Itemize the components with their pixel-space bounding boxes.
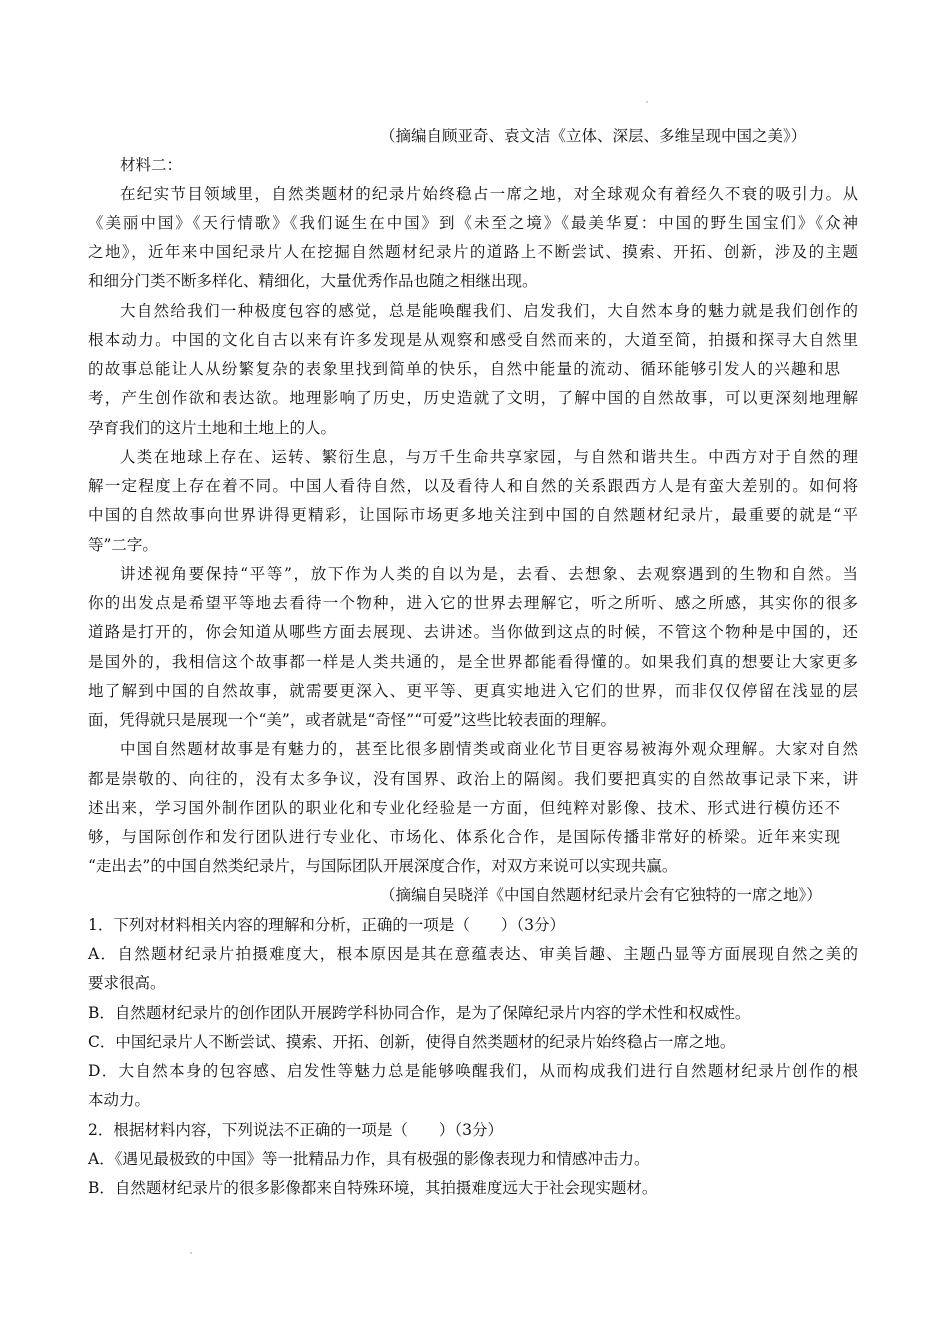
paragraph-line: 《美丽中国》《天行情歌》《我们诞生在中国》到《未至之境》《最美华夏：中国的野生国宝们》《众神 [88, 214, 858, 232]
paragraph-line: 中国自然题材故事是有魅力的，甚至比很多剧情类或商业化节目更容易被海外观众理解。大家对自然 [120, 740, 858, 758]
paragraph-line: 和细分门类不断多样化、精细化，大量优秀作品也随之相继出现。 [88, 272, 538, 290]
question-1-stem: 1．下列对材料相关内容的理解和分析，正确的一项是（ ）（3分） [88, 916, 565, 934]
paragraph-line: 述出来，学习国外制作团队的职业化和专业化经验是一方面，但纯粹对影像、技术、形式进行模仿还不 [88, 799, 840, 817]
question-1-option-c: C．中国纪录片人不断尝试、摸索、开拓、创新，使得自然类题材的纪录片始终稳占一席之地。 [88, 1033, 736, 1051]
paragraph-line: 的故事总能让人从纷繁复杂的表象里找到简单的快乐，自然中能量的流动、循环能够引发人的兴趣和思 [88, 360, 840, 378]
source-citation-2: （摘编自吴晓洋《中国自然题材纪录片会有它独特的一席之地》） [380, 886, 822, 904]
question-2-stem: 2．根据材料内容，下列说法不正确的一项是（ ）（3分） [88, 1121, 503, 1139]
question-1-option-a: A．自然题材纪录片拍摄难度大，根本原因是其在意蕴表达、审美旨趣、主题凸显等方面展现自然之美的 [88, 945, 858, 963]
paragraph-line: 都是崇敬的、向往的，没有太多争议，没有国界、政治上的隔阂。我们要把真实的自然故事记录下来，讲 [88, 770, 858, 788]
material-heading: 材料二： [120, 156, 183, 174]
question-2-option-b: B．自然题材纪录片的很多影像都来自特殊环境，其拍摄难度远大于社会现实题材。 [88, 1179, 658, 1197]
paragraph-line: 在纪实节目领域里，自然类题材的纪录片始终稳占一席之地，对全球观众有着经久不衰的吸引力。从 [120, 185, 858, 203]
source-citation-1: （摘编自顾亚奇、袁文洁《立体、深层、多维呈现中国之美》） [380, 127, 807, 145]
paragraph-line: 大自然给我们一种极度包容的感觉，总是能唤醒我们、启发我们，大自然本身的魅力就是我们创作的 [120, 302, 858, 320]
scan-dot-top [646, 101, 648, 103]
paragraph-line: 是国外的，我相信这个故事都一样是人类共通的，是全世界都能看得懂的。如果我们真的想要让大家更多 [88, 653, 858, 671]
paragraph-line: 中国的自然故事向世界讲得更精彩，让国际市场更多地关注到中国的自然题材纪录片，最重要的就是“平 [88, 506, 858, 524]
question-1-option-b: B．自然题材纪录片的创作团队开展跨学科协同合作，是为了保障纪录片内容的学术性和权威性。 [88, 1004, 751, 1022]
question-1-option-a-cont: 要求很高。 [88, 974, 166, 992]
paragraph-line: 根本动力。中国的文化自古以来有许多发现是从观察和感受自然而来的，大道至简，拍摄和探寻大自然里 [88, 331, 858, 349]
paragraph-line: 地了解到中国的自然故事，就需要更深入、更平等、更真实地进入它们的世界，而非仅仅停留在浅显的层 [88, 682, 858, 700]
paragraph-line: 道路是打开的，你会知道从哪些方面去展现、去讲述。当你做到这点的时候，不管这个物种是中国的，还 [88, 623, 858, 641]
question-1-option-d: D．大自然本身的包容感、启发性等魅力总是能够唤醒我们，从而构成我们进行自然题材纪录片创作的根 [88, 1062, 858, 1080]
paragraph-line: 够，与国际创作和发行团队进行专业化、市场化、体系化合作，是国际传播非常好的桥梁。近年来实现 [88, 828, 840, 846]
paragraph-line: 讲述视角要保持“平等”，放下作为人类的自以为是，去看、去想象、去观察遇到的生物和自然。当 [120, 565, 858, 583]
paragraph-line: “走出去”的中国自然类纪录片，与国际团队开展深度合作，对双方来说可以实现共赢。 [88, 857, 678, 875]
paragraph-line: 孕育我们的这片土地和土地上的人。 [88, 419, 337, 437]
paragraph-line: 解一定程度上存在着不同。中国人看待自然，以及看待人和自然的关系跟西方人是有蛮大差别的。如何将 [88, 477, 858, 495]
paragraph-line: 之地》，近年来中国纪录片人在挖掘自然题材纪录片的道路上不断尝试、摸索、开拓、创新，涉及的主题 [88, 243, 858, 261]
paragraph-line: 等”二字。 [88, 536, 158, 554]
question-2-option-a: A．《遇见最极致的中国》等一批精品力作，具有极强的影像表现力和情感冲击力。 [88, 1150, 650, 1168]
paragraph-line: 人类在地球上存在、运转、繁衍生息，与万千生命共享家园，与自然和谐共生。中西方对于自然的理 [120, 448, 858, 466]
paragraph-line: 考，产生创作欲和表达欲。地理影响了历史，历史造就了文明，了解中国的自然故事，可以更深刻地理解 [88, 389, 858, 407]
question-1-option-d-cont: 本动力。 [88, 1091, 151, 1109]
paragraph-line: 你的出发点是希望平等地去看待一个物种，进入它的世界去理解它，听之所听、感之所感，其实你的很多 [88, 594, 858, 612]
paragraph-line: 面，凭得就只是展现一个“美”，或者就是“奇怪”“可爱”这些比较表面的理解。 [88, 711, 617, 729]
scan-dot-bottom [190, 1252, 192, 1254]
